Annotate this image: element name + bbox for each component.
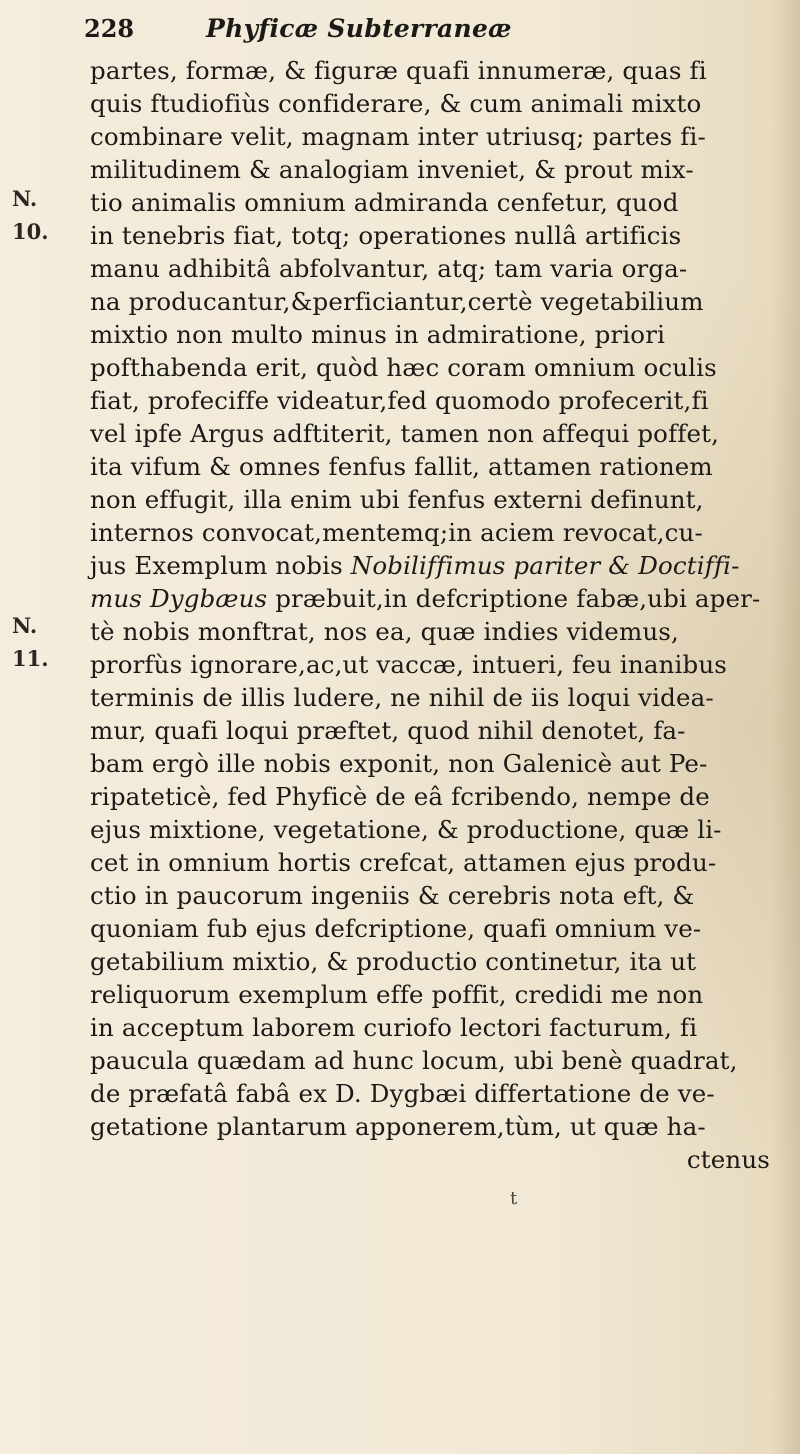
text-line: ita vifum & omnes fenfus fallit, attamen rationem: [90, 452, 713, 481]
page-header: [84, 14, 760, 48]
text-line: combinare velit, magnam inter utriusq; partes fi-: [90, 122, 706, 151]
text-line: fiat, profeciffe videatur,fed quomodo profecerit,fi: [90, 386, 709, 415]
italic-name-run: mus Dygbæus: [90, 584, 268, 613]
text-line: mur, quafi loqui præftet, quod nihil denotet, fa-: [90, 716, 686, 745]
text-line: vel ipfe Argus adftiterit, tamen non affequi poffet,: [90, 419, 720, 448]
running-title: Phyficæ Subterraneæ: [206, 14, 512, 43]
text-line: quoniam fub ejus defcriptione, quafi omnium ve-: [90, 914, 702, 943]
italic-name-run: Nobiliffimus pariter & Doctiffi-: [350, 551, 740, 580]
text-line: prorfùs ignorare,ac,ut vaccæ, intueri, feu inanibus: [90, 650, 727, 679]
text-line: non effugit, illa enim ubi fenfus externi definunt,: [90, 485, 704, 514]
body-text: [90, 54, 790, 1176]
margin-note-11: 11.: [12, 646, 49, 671]
text-line: terminis de illis ludere, ne nihil de iis loqui videa-: [90, 683, 714, 712]
page-number: 228: [84, 14, 135, 43]
text-line: partes, formæ, & figuræ quafi innumeræ, quas fi: [90, 56, 707, 85]
catchword: ctenus: [686, 1145, 770, 1174]
text-line: in tenebris fiat, totq; operationes nullâ artificis: [90, 221, 682, 250]
text-line: de præfatâ fabâ ex D. Dygbæi differtatione de ve-: [90, 1079, 715, 1108]
text-line: tè nobis monftrat, nos ea, quæ indies videmus,: [90, 617, 679, 646]
text-line-with-italic: [90, 549, 790, 582]
text-line: cet in omnium hortis crefcat, attamen ejus produ-: [90, 848, 717, 877]
text-line-with-italic: [90, 582, 790, 615]
margin-note-n: N.: [12, 613, 38, 638]
text-line: getatione plantarum apponerem,tùm, ut quæ ha-: [90, 1112, 706, 1141]
text-line: pofthabenda erit, quòd hæc coram omnium oculis: [90, 353, 717, 382]
text-line: in acceptum laborem curiofo lectori facturum, fi: [90, 1013, 698, 1042]
text-run: jus Exemplum nobis: [90, 551, 351, 580]
text-line: militudinem & analogiam inveniet, & prout mix-: [90, 155, 694, 184]
text-line: ctio in paucorum ingeniis & cerebris nota eft, &: [90, 881, 695, 910]
text-run: præbuit,in defcriptione fabæ,ubi aper-: [267, 584, 761, 613]
text-line: manu adhibitâ abfolvantur, atq; tam varia orga-: [90, 254, 688, 283]
text-line: bam ergò ille nobis exponit, non Galenicè aut Pe-: [90, 749, 708, 778]
text-line: quis ftudiofiùs confiderare, & cum animali mixto: [90, 89, 702, 118]
text-line: reliquorum exemplum effe poffit, credidi me non: [90, 980, 704, 1009]
margin-note-n: N.: [12, 186, 38, 211]
margin-note-10: 10.: [12, 219, 49, 244]
text-line: ripateticè, fed Phyficè de eâ fcribendo, nempe de: [90, 782, 710, 811]
signature-mark: t: [510, 1188, 518, 1209]
text-line: paucula quædam ad hunc locum, ubi benè quadrat,: [90, 1046, 738, 1075]
text-line: na producantur,&perficiantur,certè vegetabilium: [90, 287, 704, 316]
text-line: ejus mixtione, vegetatione, & productione, quæ li-: [90, 815, 722, 844]
text-line: getabilium mixtio, & productio continetur, ita ut: [90, 947, 697, 976]
text-line: mixtio non multo minus in admiratione, priori: [90, 320, 666, 349]
text-line: internos convocat,mentemq;in aciem revocat,cu-: [90, 518, 703, 547]
text-line: tio animalis omnium admiranda cenfetur, quod: [90, 188, 679, 217]
